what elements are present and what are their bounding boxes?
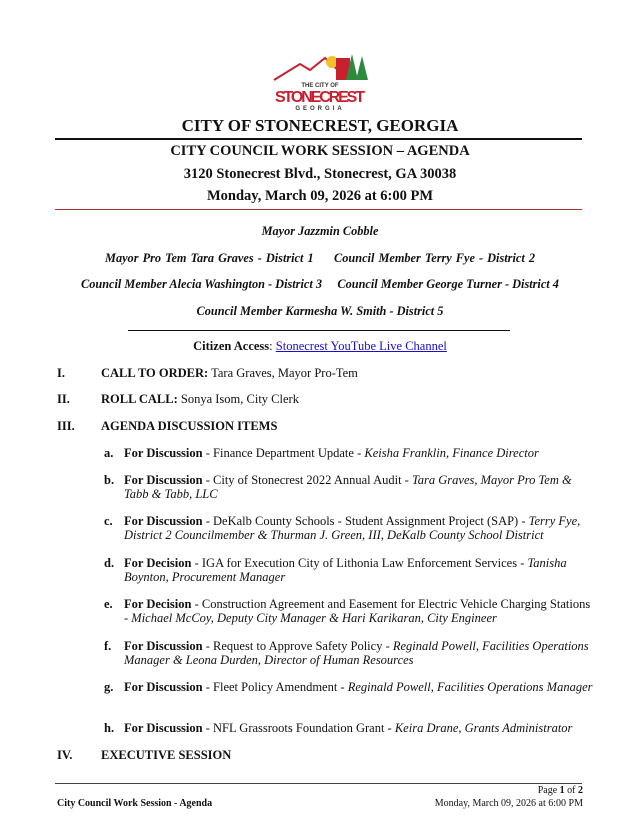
item-presenter: Keira Drane, Grants Administrator	[394, 721, 573, 735]
divider	[55, 138, 582, 140]
section-roll-call: ROLL CALL: Sonya Isom, City Clerk	[101, 392, 299, 406]
item-presenter: Reginald Powell, Facilities Operations Manager	[347, 680, 593, 694]
item-type: For Discussion	[124, 721, 203, 735]
item-description: - Construction Agreement and Easement for Electric Vehicle Charging Stations -	[124, 597, 591, 625]
item-description: - Finance Department Update -	[202, 446, 365, 460]
city-title: CITY OF STONECREST, GEORGIA	[181, 116, 459, 135]
agenda-item	[124, 680, 594, 694]
divider-short	[128, 330, 510, 331]
item-letter: g.	[104, 680, 114, 694]
council-member: Council Member George Turner - District 4	[337, 277, 559, 291]
item-description: - IGA for Execution City of Lithonia Law Enforcement Services -	[191, 556, 528, 570]
item-type: For Discussion	[124, 514, 203, 528]
item-letter: b.	[104, 473, 115, 487]
section-number: I.	[57, 366, 65, 380]
svg-text:THE CITY OF: THE CITY OF	[301, 83, 339, 89]
item-letter: e.	[104, 597, 113, 611]
item-presenter: Tara Graves, Mayor Pro Tem & Tabb & Tabb, LLC	[124, 473, 572, 501]
item-description: - City of Stonecrest 2022 Annual Audit -	[202, 473, 412, 487]
item-presenter: Reginald Powell, Facilities Operations Manager & Leona Durden, Director of Human Resources	[124, 639, 589, 667]
meeting-date: Monday, March 09, 2026 at 6:00 PM	[206, 188, 434, 204]
item-type: For Discussion	[124, 680, 203, 694]
section-number: IV.	[57, 748, 73, 762]
page-number: Page 1 of 2	[537, 785, 583, 796]
footer-title: City Council Work Session - Agenda	[57, 798, 213, 809]
meeting-title: CITY COUNCIL WORK SESSION – AGENDA	[170, 143, 470, 159]
item-description: - Fleet Policy Amendment -	[202, 680, 348, 694]
item-type: For Discussion	[124, 446, 203, 460]
item-type: For Discussion	[124, 473, 203, 487]
council-row-2	[0, 277, 640, 292]
section-number: II.	[57, 392, 70, 406]
council-member: Mayor Pro Tem Tara Graves - District 1	[105, 251, 314, 265]
section-agenda-items: AGENDA DISCUSSION ITEMS	[101, 419, 278, 433]
item-description: - NFL Grassroots Foundation Grant -	[202, 721, 395, 735]
item-presenter: Terry Fye, District 2 Councilmember & Thurman J. Green, III, DeKalb County School District	[124, 514, 581, 542]
citizen-access-label: Citizen Access	[193, 339, 270, 353]
item-type: For Discussion	[124, 639, 203, 653]
council-member: Council Member Alecia Washington - District 3	[81, 277, 322, 291]
divider-red	[55, 209, 582, 210]
citizen-access: Citizen Access: Stonecrest YouTube Live Channel	[193, 339, 447, 353]
section-number: III.	[57, 419, 75, 433]
svg-text:STONECREST: STONECREST	[275, 89, 365, 106]
agenda-item	[124, 597, 594, 625]
item-type: For Decision	[124, 556, 192, 570]
stonecrest-logo	[270, 50, 370, 112]
item-description: - DeKalb County Schools - Student Assignment Project (SAP) -	[202, 514, 529, 528]
council-member: Council Member Terry Fye - District 2	[334, 251, 535, 265]
mayor: Mayor Jazzmin Cobble	[261, 224, 379, 238]
agenda-item	[124, 721, 594, 735]
svg-text:GEORGIA: GEORGIA	[295, 106, 345, 112]
agenda-item	[124, 639, 594, 667]
footer-date: Monday, March 09, 2026 at 6:00 PM	[434, 798, 583, 809]
item-description: - Request to Approve Safety Policy -	[202, 639, 393, 653]
section-executive-session: EXECUTIVE SESSION	[101, 748, 232, 762]
item-letter: a.	[104, 446, 114, 460]
item-letter: d.	[104, 556, 115, 570]
section-call-to-order: CALL TO ORDER: Tara Graves, Mayor Pro-Tem	[101, 366, 358, 380]
agenda-item	[124, 473, 594, 501]
agenda-item	[124, 556, 594, 584]
meeting-address: 3120 Stonecrest Blvd., Stonecrest, GA 30038	[183, 166, 457, 182]
council-row-3: Council Member Karmesha W. Smith - District 5	[196, 304, 444, 318]
item-letter: h.	[104, 721, 115, 735]
item-letter: f.	[104, 639, 112, 653]
agenda-item	[124, 514, 594, 542]
footer-divider	[55, 783, 582, 784]
youtube-live-link[interactable]: Stonecrest YouTube Live Channel	[275, 339, 447, 353]
item-presenter: Michael McCoy, Deputy City Manager & Hari Karikaran, City Engineer	[131, 611, 497, 625]
item-presenter: Keisha Franklin, Finance Director	[364, 446, 539, 460]
item-letter: c.	[104, 514, 113, 528]
council-row-1	[0, 251, 640, 266]
item-presenter: Tanisha Boynton, Procurement Manager	[124, 556, 567, 584]
item-type: For Decision	[124, 597, 192, 611]
agenda-item	[124, 446, 594, 460]
